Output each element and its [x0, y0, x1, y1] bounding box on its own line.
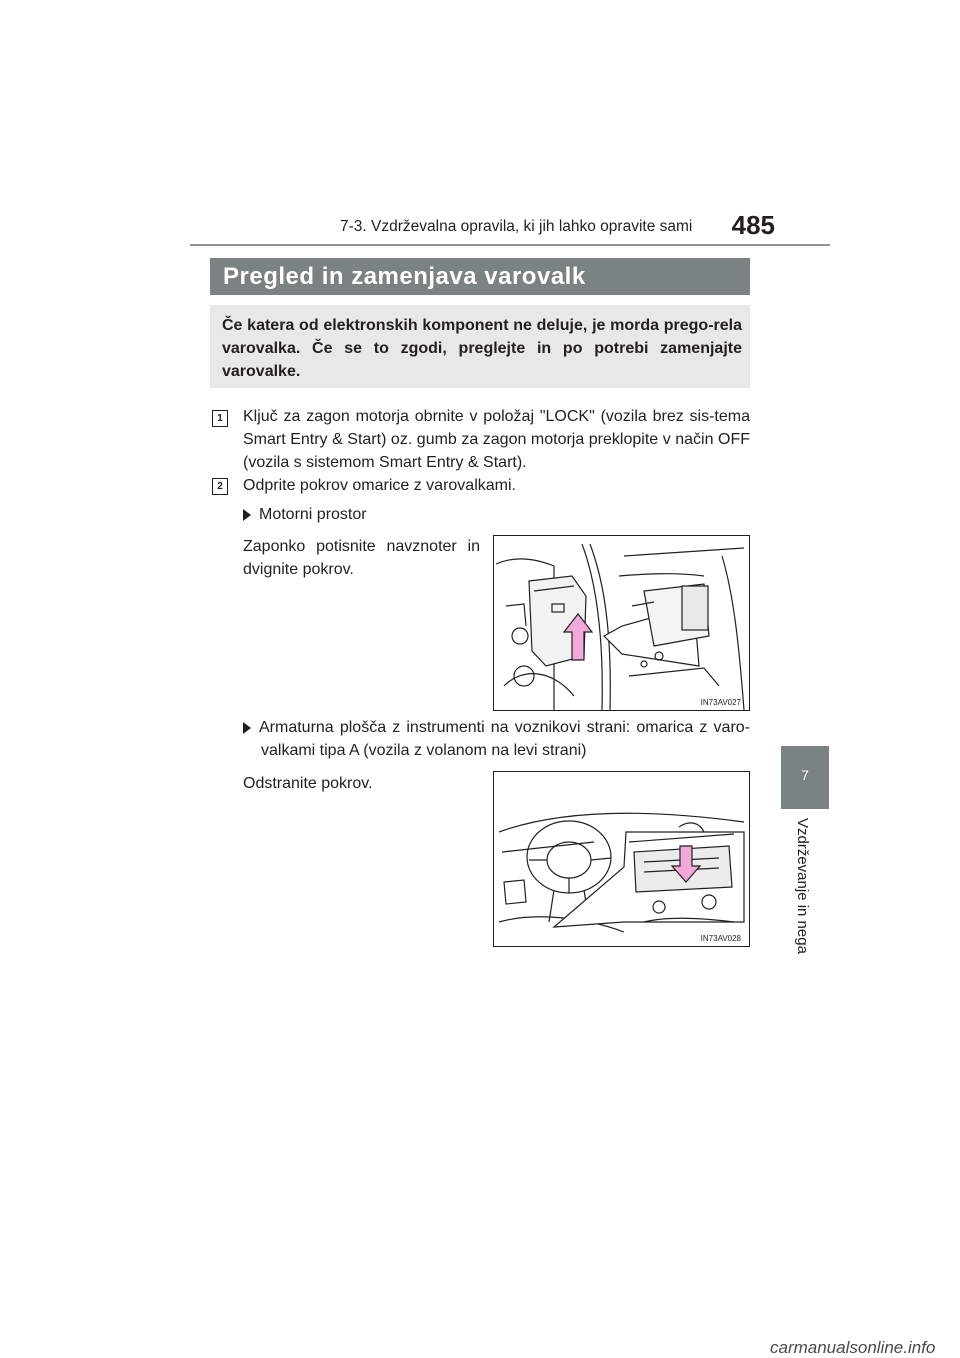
step-1-badge: 1	[212, 410, 228, 427]
intro-box	[210, 305, 750, 388]
running-header-section: 7-3. Vzdrževalna opravila, ki jih lahko opravite sami	[340, 218, 693, 235]
triangle-bullet-icon	[243, 722, 251, 734]
sub-item-instrument-panel	[243, 716, 750, 762]
triangle-bullet-icon	[243, 509, 251, 521]
figure-dashboard-fuse-box	[493, 771, 750, 947]
intro-text: Če katera od elektronskih komponent ne deluje, je morda prego-rela varovalka. Če se to zgodi, preglejte in po potrebi zamenjajte varovalke.	[222, 317, 742, 380]
sub-item-label: Armaturna plošča z instrumenti na voznikovi strani: omarica z varo-valkami tipa A (vozila z volanom na levi strani)	[259, 719, 750, 759]
instrument-panel-illustration	[494, 772, 749, 946]
figure-engine-fuse-box	[493, 535, 750, 711]
chapter-title: Vzdrževanje in nega	[794, 818, 811, 954]
page-number: 485	[731, 210, 775, 240]
figure-code: IN73AV027	[700, 698, 741, 707]
sub-item-1-instruction: Zaponko potisnite navznoter in dvignite pokrov.	[243, 538, 480, 578]
figure-code: IN73AV028	[700, 934, 741, 943]
sub-item-engine-compartment	[243, 503, 367, 526]
section-title-bar	[210, 258, 750, 295]
step-2-badge: 2	[212, 478, 228, 495]
footer-watermark: carmanualsonline.info	[770, 1338, 936, 1357]
chapter-tab	[781, 746, 829, 809]
section-title: Pregled in zamenjava varovalk	[223, 263, 586, 290]
engine-compartment-illustration	[494, 536, 749, 710]
sub-item-label: Motorni prostor	[259, 506, 367, 523]
chapter-number: 7	[801, 767, 809, 783]
header-rule	[190, 244, 830, 246]
step-1-text: Ključ za zagon motorja obrnite v položaj "LOCK" (vozila brez sis-tema Smart Entry & Start) oz. gumb za zagon motorja preklopite v način OFF (vozila s sistemom Smart Entry & Start).	[243, 408, 750, 471]
step-2-text: Odprite pokrov omarice z varovalkami.	[243, 477, 516, 494]
sub-item-2-instruction: Odstranite pokrov.	[243, 775, 373, 792]
